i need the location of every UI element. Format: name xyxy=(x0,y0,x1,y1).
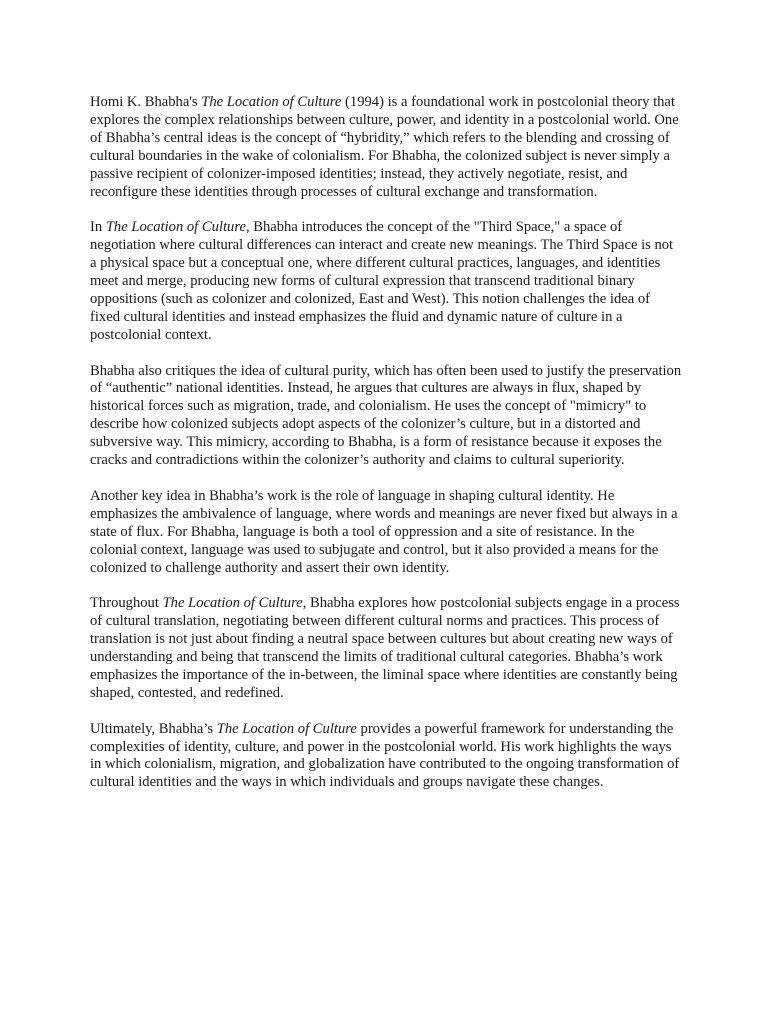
paragraph-text: Throughout xyxy=(90,595,163,612)
paragraph-text: (1994) is a foundational work in postcolonial theory that explores the complex relationships between culture, power, and identity in a postcolonial world. One of Bhabha’s central ideas is the concept of “hybridity,” which refers to the blending and crossing of cultural boundaries in the wake of colonialism. For Bhabha, the colonized subject is never simply a passive recipient of colonizer-imposed identities; instead, they actively negotiate, resist, and reconfigure these identities through processes of cultural exchange and transformation. xyxy=(90,94,679,200)
book-title-italic: The Location of Culture xyxy=(105,219,246,236)
paragraph-text: Ultimately, Bhabha’s xyxy=(90,720,217,737)
paragraph-text: provides a powerful framework for understanding the complexities of identity, culture, and power in the postcolonial world. His work highlights the ways in which colonialism, migration, and globalization have contributed to the ongoing transformation of cultural identities and the ways in which individuals and groups navigate these changes. xyxy=(90,720,680,791)
paragraph-2 xyxy=(90,219,682,344)
paragraph-1 xyxy=(90,94,682,201)
document-body xyxy=(90,94,682,810)
book-title-italic: The Location of Culture xyxy=(162,595,303,612)
paragraph-text: , Bhabha introduces the concept of the "Third Space," a space of negotiation where cultural differences can interact and create new meanings. The Third Space is not a physical space but a conceptual one, where different cultural practices, languages, and identities meet and merge, producing new forms of cultural expression that transcend traditional binary oppositions (such as colonizer and colonized, East and West). This notion challenges the idea of fixed cultural identities and instead emphasizes the fluid and dynamic nature of culture in a postcolonial context. xyxy=(90,219,674,343)
paragraph-text: Bhabha also critiques the idea of cultural purity, which has often been used to justify the preservation of “authentic” national identities. Instead, he argues that cultures are always in flux, shaped by historical forces such as migration, trade, and colonialism. He uses the concept of "mimicry" to describe how colonized subjects adopt aspects of the colonizer’s culture, but in a distorted and subversive way. This mimicry, according to Bhabha, is a form of resistance because it exposes the cracks and contradictions within the colonizer’s authority and claims to cultural superiority. xyxy=(90,362,682,469)
paragraph-text: In xyxy=(90,219,106,236)
paragraph-6 xyxy=(90,721,682,793)
book-title-italic: The Location of Culture xyxy=(216,720,357,737)
paragraph-4 xyxy=(90,488,682,578)
paragraph-text: , Bhabha explores how postcolonial subjects engage in a process of cultural translation, negotiating between different cultural norms and practices. This process of translation is not just about finding a neutral space between cultures but about creating new ways of understanding and being that transcend the limits of traditional cultural categories. Bhabha’s work emphasizes the importance of the in-between, the liminal space where identities are constantly being shaped, contested, and redefined. xyxy=(90,595,680,701)
paragraph-3 xyxy=(90,363,682,470)
paragraph-5 xyxy=(90,595,682,702)
paragraph-text: Another key idea in Bhabha’s work is the role of language in shaping cultural identity. He emphasizes the ambivalence of language, where words and meanings are never fixed but always in a state of flux. For Bhabha, language is both a tool of oppression and a site of resistance. In the colonial context, language was used to subjugate and control, but it also provided a means for the colonized to challenge authority and assert their own identity. xyxy=(90,487,678,576)
book-title-italic: The Location of Culture xyxy=(201,94,342,110)
paragraph-text: Homi K. Bhabha's xyxy=(90,94,202,110)
